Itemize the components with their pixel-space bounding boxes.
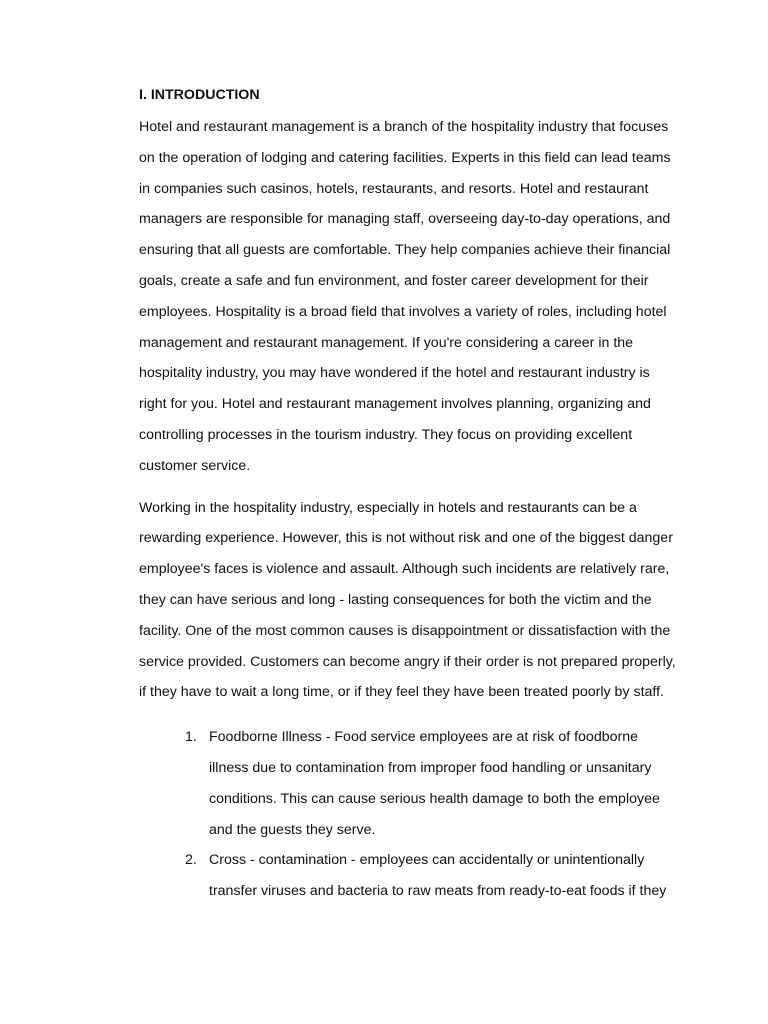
list-item	[139, 722, 679, 845]
section-heading: I. INTRODUCTION	[139, 87, 260, 103]
paragraph-introduction: Hotel and restaurant management is a branch of the hospitality industry that focuses on the operation of lodging and catering facilities. Experts in this field can lead teams in companies such casinos, hotels, restaurants, and resorts. Hotel and restaurant managers are responsible for managing staff, overseeing day-to-day operations, and ensuring that all guests are comfortable. They help companies achieve their financial goals, create a safe and fun environment, and foster career development for their employees. Hospitality is a broad field that involves a variety of roles, including hotel management and restaurant management. If you're considering a career in the hospitality industry, you may have wondered if the hotel and restaurant industry is right for you. Hotel and restaurant management involves planning, organizing and controlling processes in the tourism industry. They focus on providing excellent customer service.	[139, 119, 671, 474]
list-item-number: 2.	[185, 852, 197, 869]
list-item-text: Foodborne Illness - Food service employees are at risk of foodborne illness due to contamination from improper food handling or unsanitary conditions. This can cause serious health damage to both the employee and the guests they serve.	[209, 729, 660, 838]
list-item	[139, 845, 679, 907]
list-item-number: 1.	[185, 729, 197, 746]
paragraph-risks: Working in the hospitality industry, especially in hotels and restaurants can be a rewarding experience. However, this is not without risk and one of the biggest danger employee's faces is violence and assault. Although such incidents are relatively rare, they can have serious and long - lasting consequences for both the victim and the facility. One of the most common causes is disappointment or dissatisfaction with the service provided. Customers can become angry if their order is not prepared properly, if they have to wait a long time, or if they feel they have been treated poorly by staff.	[139, 499, 676, 701]
numbered-list	[139, 722, 679, 907]
document-body	[139, 84, 679, 907]
list-item-text: Cross - contamination - employees can accidentally or unintentionally transfer viruses and bacteria to raw meats from ready-to-eat foods if they	[209, 852, 667, 900]
